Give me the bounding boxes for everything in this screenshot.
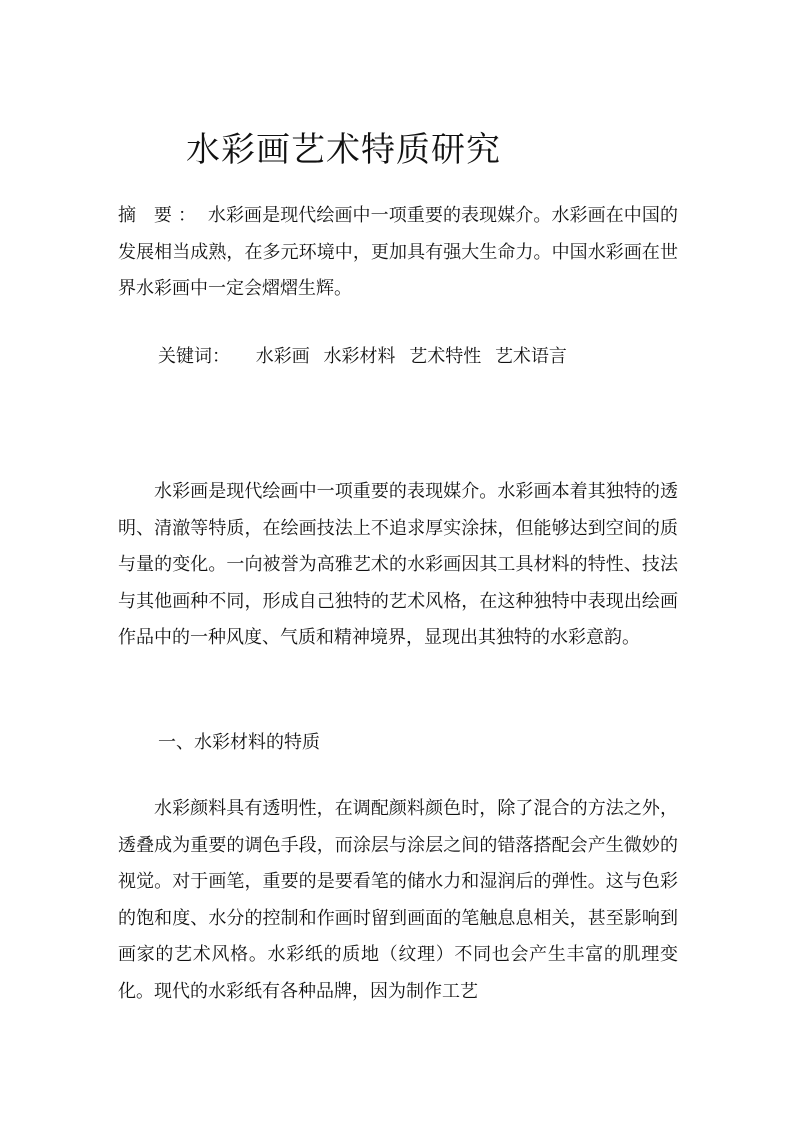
keyword-item: 水彩画 — [255, 346, 310, 367]
keywords-label: 关键词： — [158, 346, 230, 367]
intro-paragraph: 水彩画是现代绘画中一项重要的表现媒介。水彩画本着其独特的透明、清澈等特质，在绘画技法上不追求厚实涂抹，但能够达到空间的质与量的变化。一向被誉为高雅艺术的水彩画因其工具材料的特性、技法与其他画种不同，形成自己独特的艺术风格，在这种独特中表现出绘画作品中的一种风度、气质和精神境界，显现出其独特的水彩意韵。 — [118, 481, 678, 648]
document-title: 水彩画艺术特质研究 — [186, 130, 501, 170]
keyword-item: 水彩材料 — [323, 346, 396, 367]
keyword-item: 艺术语言 — [494, 346, 567, 367]
abstract-label: 摘 要： — [118, 205, 203, 226]
keywords-line — [158, 339, 575, 375]
section-paragraph: 水彩颜料具有透明性，在调配颜料颜色时，除了混合的方法之外，透叠成为重要的调色手段，而涂层与涂层之间的错落搭配会产生微妙的视觉。对于画笔，重要的是要看笔的储水力和湿润后的弹性。这与色彩的饱和度、水分的控制和作画时留到画面的笔触息息相关，甚至影响到画家的艺术风格。水彩纸的质地（纹理）不同也会产生丰富的肌理变化。现代的水彩纸有各种品牌，因为制作工艺 — [118, 798, 678, 1002]
keyword-item: 艺术特性 — [409, 346, 482, 367]
abstract-paragraph — [118, 198, 678, 308]
section-heading: 一、水彩材料的特质 — [158, 732, 320, 753]
abstract-text: 水彩画是现代绘画中一项重要的表现媒介。水彩画在中国的发展相当成熟，在多元环境中，更加具有强大生命力。中国水彩画在世界水彩画中一定会熠熠生辉。 — [118, 205, 678, 299]
